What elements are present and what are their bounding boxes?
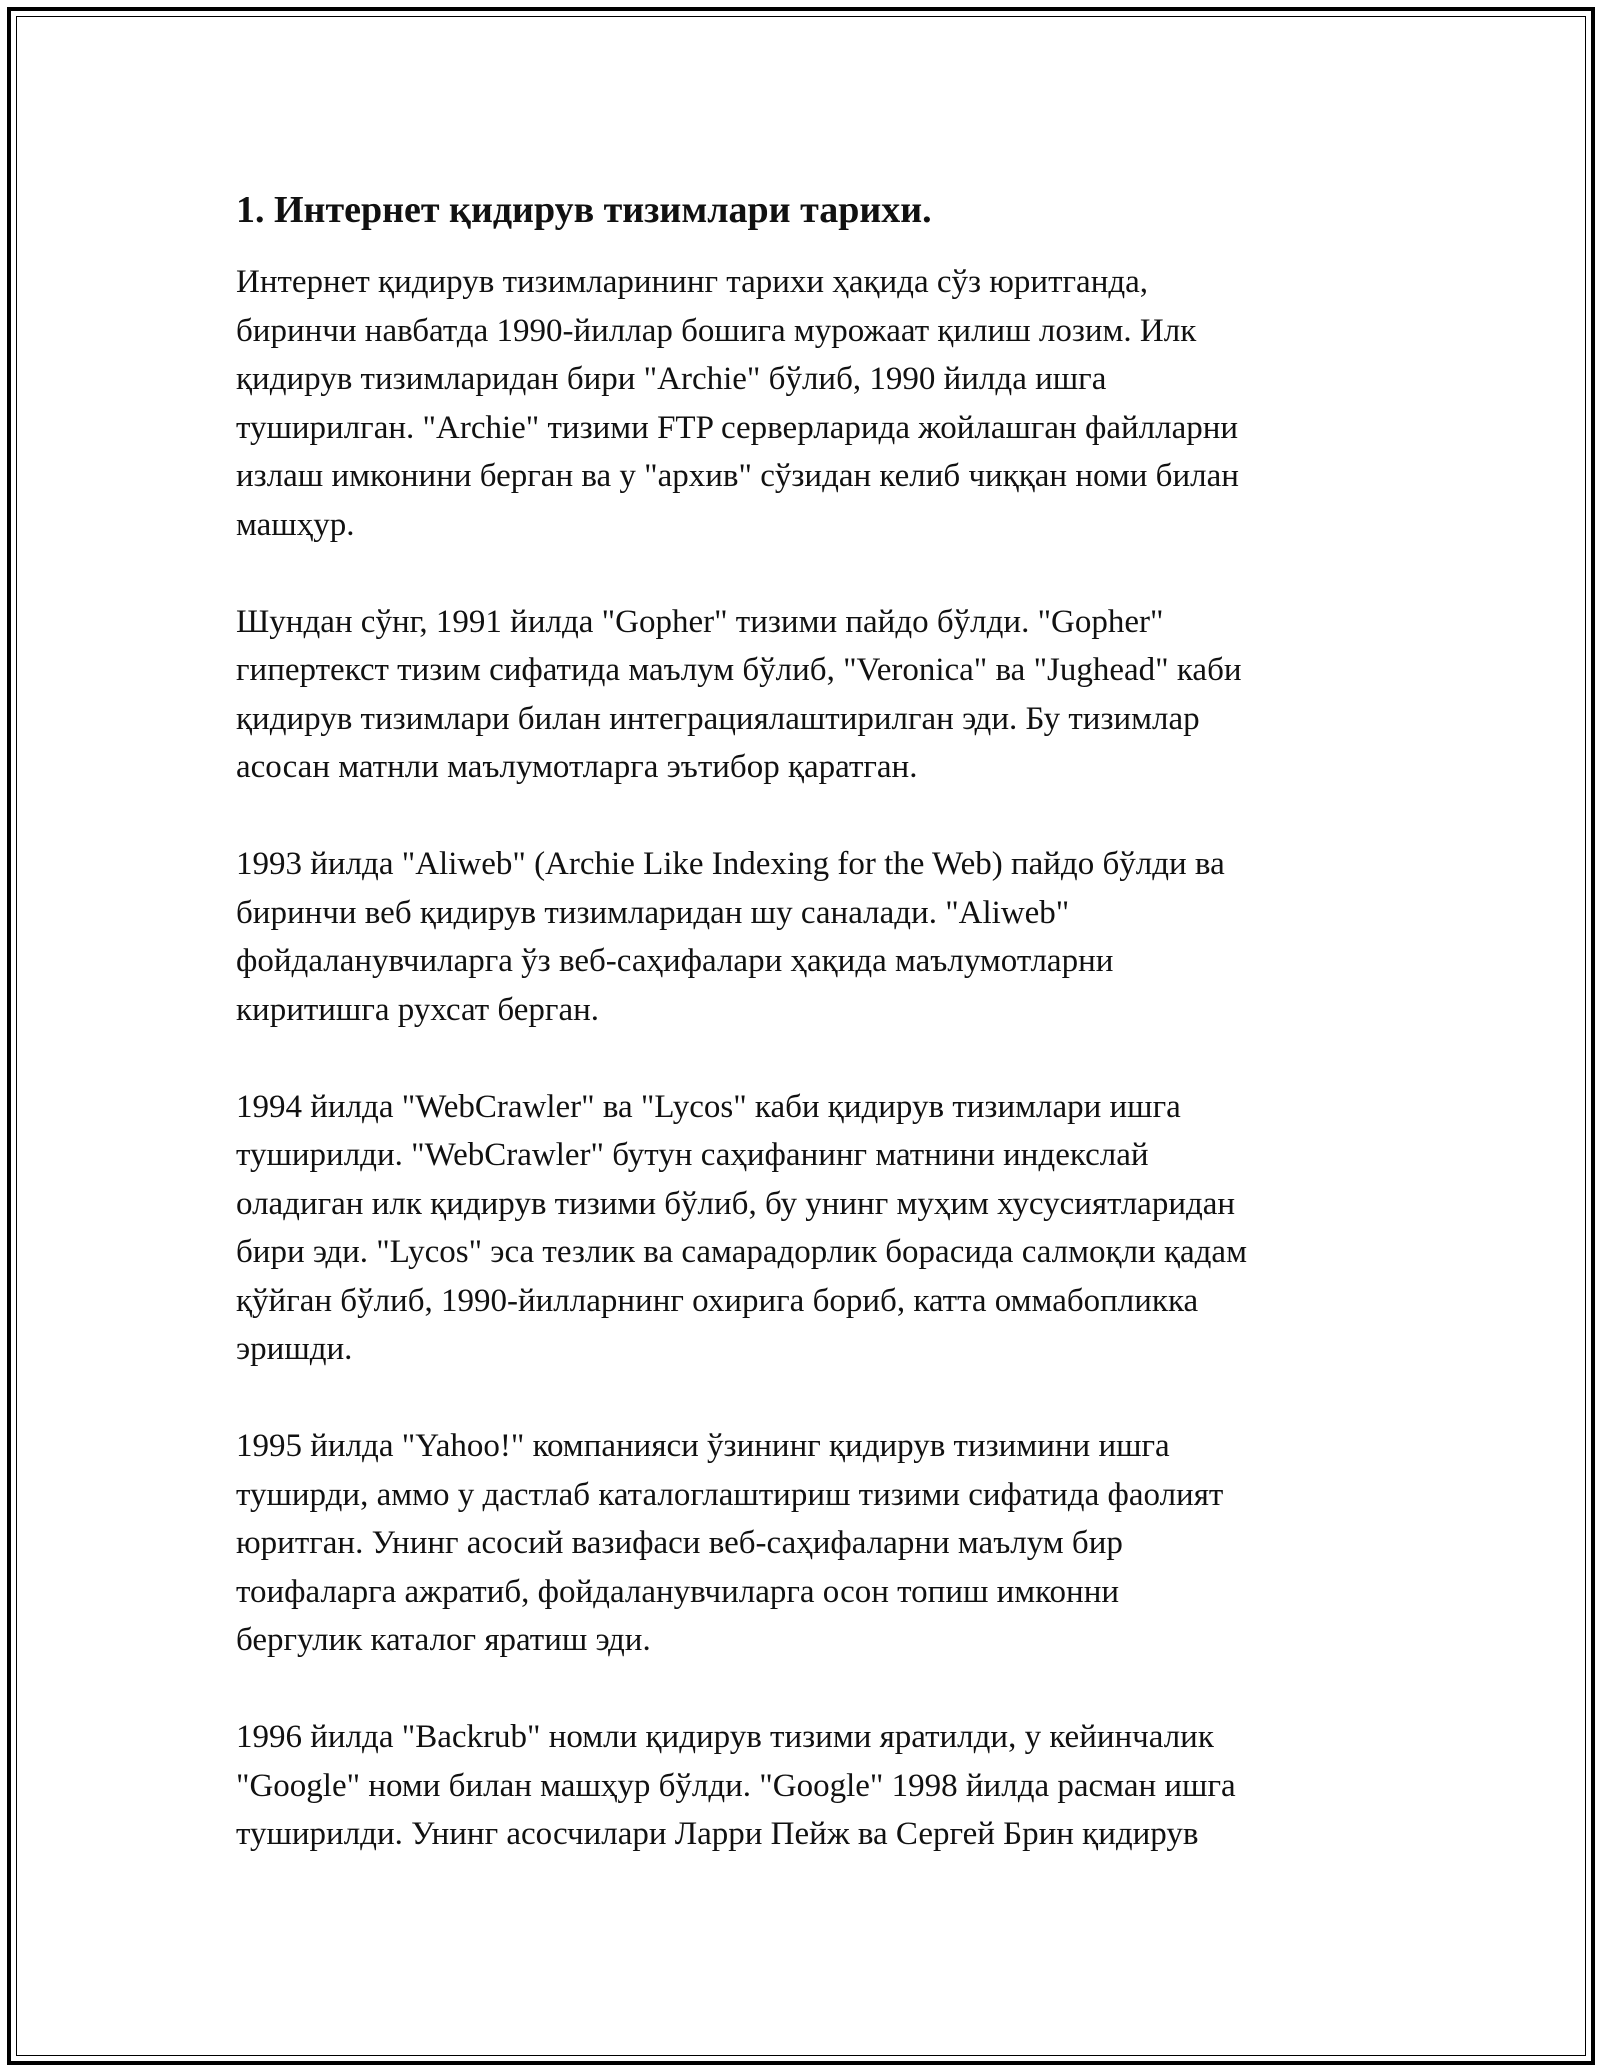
- paragraph-line: машҳур.: [236, 506, 355, 543]
- paragraph-line: биринчи навбатда 1990-йиллар бошига мурожаат қилиш лозим. Илк: [236, 312, 1197, 349]
- paragraph-line: излаш имконини берган ва у "архив" сўзидан келиб чиққан номи билан: [236, 458, 1239, 494]
- paragraph-line: фойдаланувчиларга ўз веб-саҳифалари ҳақида маълумотларни: [236, 943, 1114, 979]
- paragraph-line: қидирув тизимларидан бири "Archie" бўлиб, 1990 йилда ишга: [236, 361, 1107, 397]
- paragraph-line: Интернет қидирув тизимларининг тарихи ҳақида сўз юритганда,: [236, 264, 1149, 300]
- paragraph-line: бири эди. "Lycos" эса тезлик ва самарадорлик борасида салмоқли қадам: [236, 1234, 1247, 1270]
- paragraph: [236, 840, 1376, 1034]
- section-heading: 1. Интернет қидирув тизимлари тарихи.: [236, 189, 932, 231]
- paragraph: [236, 1083, 1376, 1374]
- paragraph-line: оладиган илк қидирув тизими бўлиб, бу унинг муҳим хусусиятларидан: [236, 1185, 1236, 1222]
- paragraph-line: 1993 йилда "Aliweb" (Archie Like Indexing for the Web) пайдо бўлди ва: [236, 846, 1225, 882]
- paragraph: [236, 598, 1376, 792]
- paragraph-line: туширди, аммо у дастлаб каталоглаштириш тизими сифатида фаолият: [236, 1476, 1224, 1513]
- paragraph-line: туширилган. "Archie" тизими FTP серверларида жойлашган файлларни: [236, 409, 1239, 446]
- paragraph-list: [236, 258, 1376, 1859]
- paragraph-line: қидирув тизимлари билан интеграциялаштирилган эди. Бу тизимлар: [236, 700, 1200, 737]
- paragraph-line: туширилди. Унинг асосчилари Ларри Пейж ва Сергей Брин қидирув: [236, 1816, 1199, 1852]
- paragraph-line: биринчи веб қидирув тизимларидан шу саналади. "Aliweb": [236, 894, 1070, 931]
- paragraph-line: тоифаларга ажратиб, фойдаланувчиларга осон топиш имконни: [236, 1573, 1120, 1610]
- paragraph-line: 1995 йилда "Yahoo!" компанияси ўзининг қидирув тизимини ишга: [236, 1428, 1170, 1464]
- paragraph-line: киритишга рухсат берган.: [236, 991, 599, 1028]
- paragraph-line: юритган. Унинг асосий вазифаси веб-саҳифаларни маълум бир: [236, 1525, 1123, 1561]
- paragraph-line: эришди.: [236, 1331, 353, 1367]
- paragraph-line: Шундан сўнг, 1991 йилда "Gopher" тизими пайдо бўлди. "Gopher": [236, 603, 1164, 640]
- paragraph-line: туширилди. "WebCrawler" бутун саҳифанинг матнини индекслай: [236, 1137, 1149, 1173]
- paragraph-line: 1996 йилда "Backrub" номли қидирув тизими яратилди, у кейинчалик: [236, 1719, 1214, 1755]
- paragraph-line: гипертекст тизим сифатида маълум бўлиб, "Veronica" ва "Jughead" каби: [236, 652, 1242, 688]
- paragraph: [236, 1713, 1376, 1859]
- paragraph-line: бергулик каталог яратиш эди.: [236, 1622, 651, 1658]
- paragraph-line: асосан матнли маълумотларга эътибор қаратган.: [236, 749, 918, 785]
- paragraph: [236, 258, 1376, 549]
- paragraph-line: қўйган бўлиб, 1990-йилларнинг охирига бориб, катта оммабопликка: [236, 1282, 1199, 1319]
- paragraph: [236, 1422, 1376, 1665]
- paragraph-line: "Google" номи билан машҳур бўлди. "Google" 1998 йилда расман ишга: [236, 1767, 1236, 1804]
- document-body: [236, 186, 1376, 1907]
- paragraph-line: 1994 йилда "WebCrawler" ва "Lycos" каби қидирув тизимлари ишга: [236, 1088, 1181, 1125]
